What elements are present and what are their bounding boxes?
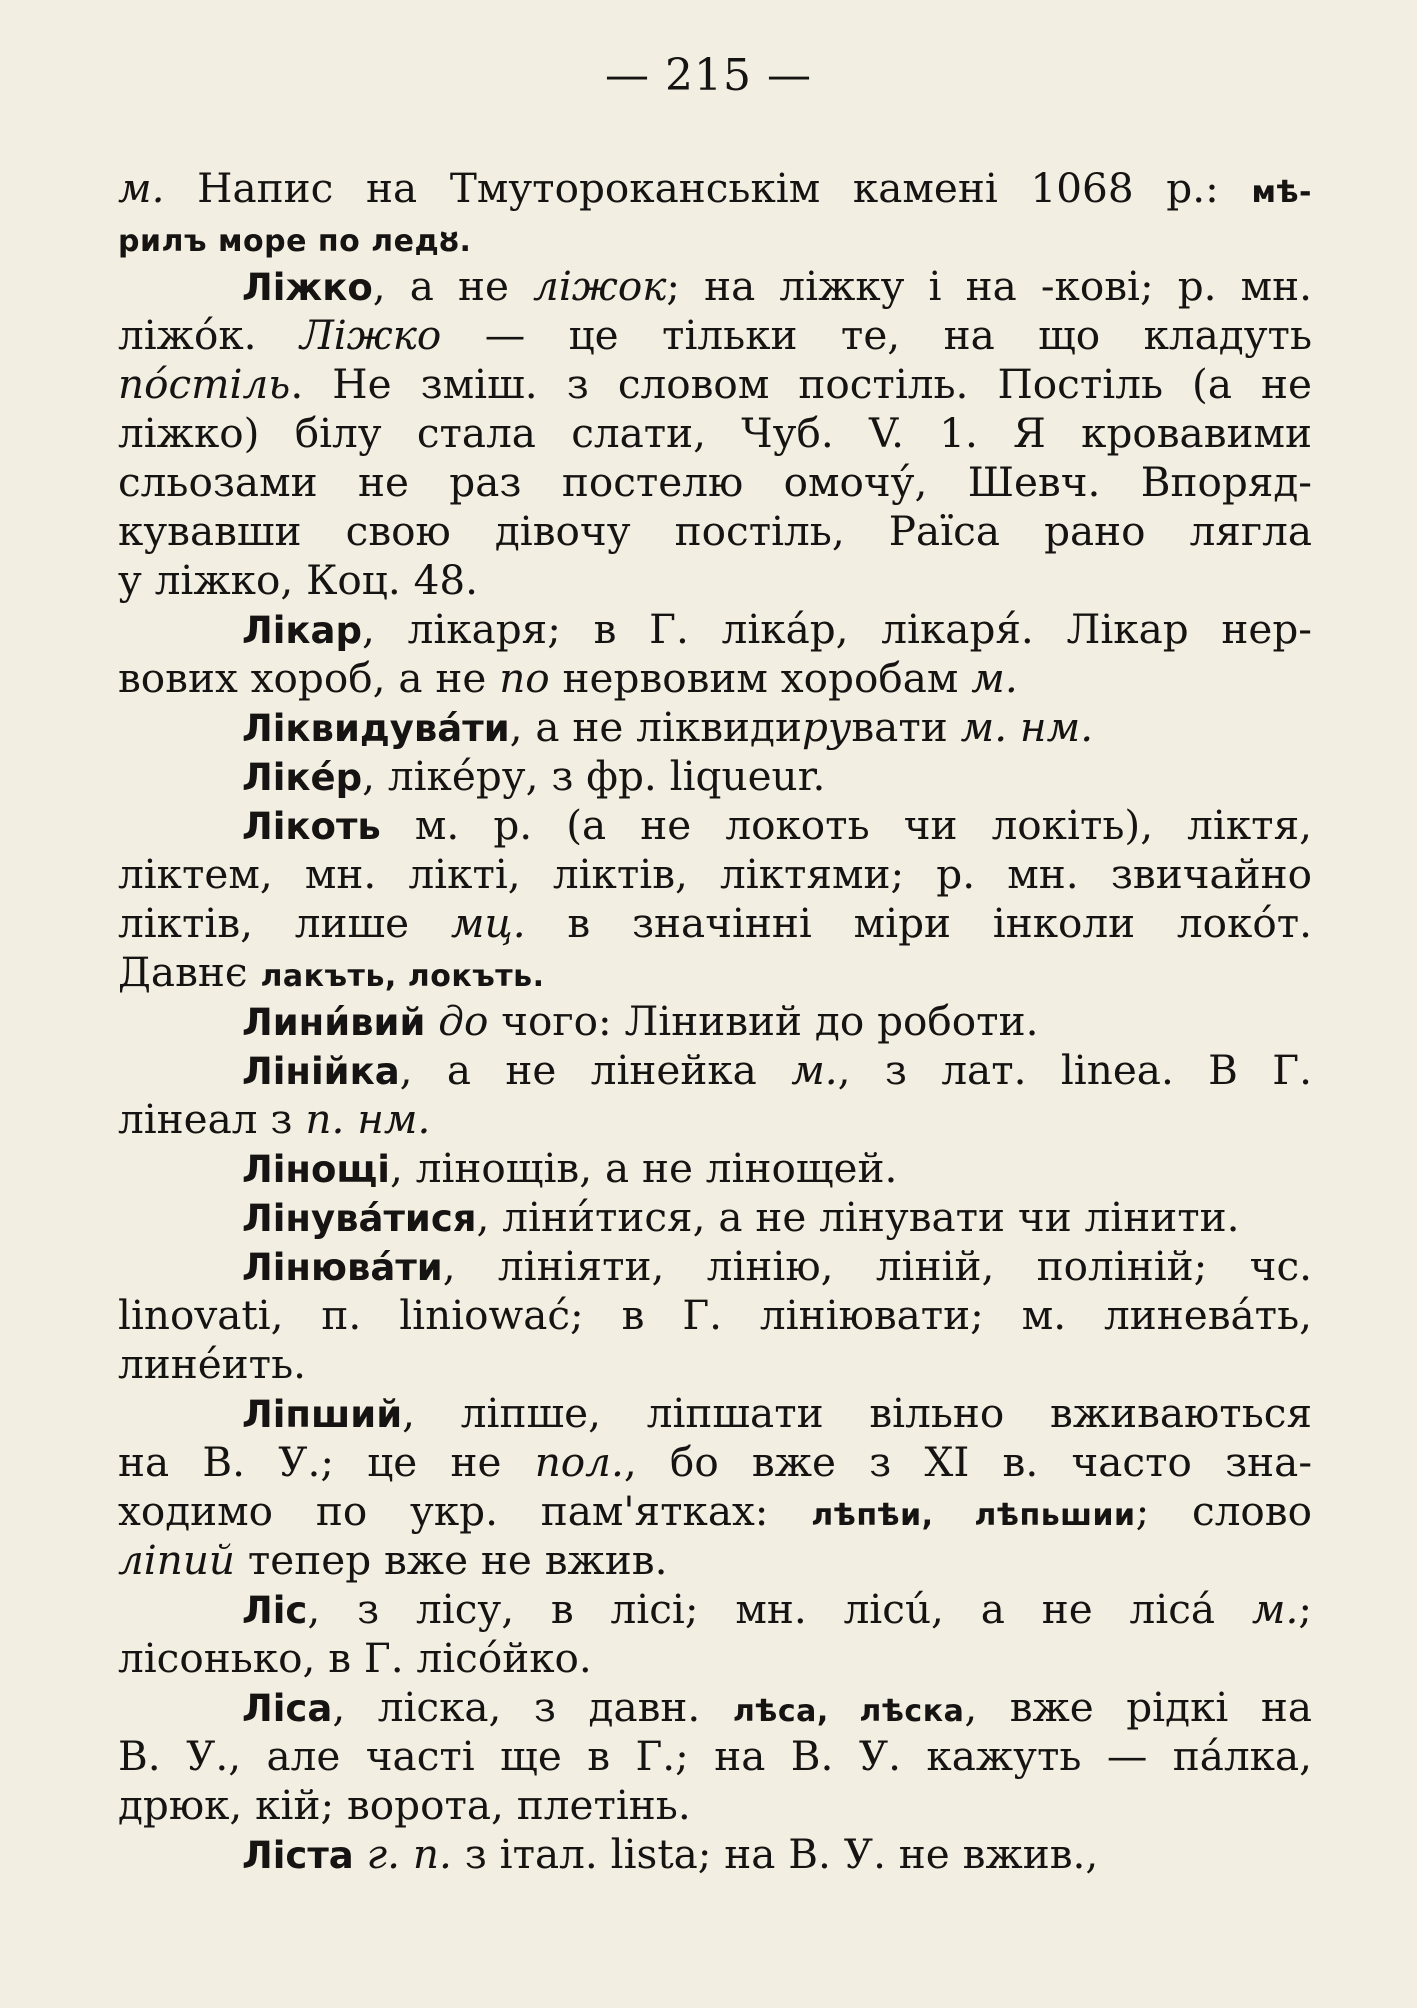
text-segment: , а не лінейка (399, 1046, 792, 1094)
text-segment: в значінні міри інколи локо́т. (525, 899, 1312, 947)
entry-likar (118, 605, 1312, 703)
text-segment: лінеал з (118, 1095, 306, 1143)
text-segment: , вже рідкі на (964, 1683, 1312, 1731)
italic-text: по́стіль (118, 360, 291, 408)
page-number: — 215 — (605, 50, 812, 101)
headword: Лікоть (242, 805, 381, 848)
text-segment: чого: Лінивий до роботи. (488, 997, 1039, 1045)
text-line (118, 1830, 1312, 1879)
entry-linoshchi (118, 1144, 1312, 1193)
entry-liniuvaty (118, 1242, 1312, 1389)
text-segment: нервовим хоробам (549, 654, 972, 702)
text-segment: . Не зміш. з словом постіль. Постіль (а не (290, 360, 1312, 408)
text-line (118, 997, 1312, 1046)
old-script-text: лакъть, локъть. (260, 959, 545, 994)
text-segment: — це тільки те, на що кладуть (441, 311, 1312, 359)
text-line (118, 556, 1312, 605)
text-line (118, 1781, 1312, 1830)
text-segment: , лініяти, лінію, ліній, поліній; чс. (442, 1242, 1312, 1290)
text-line (118, 801, 1312, 850)
text-segment (425, 997, 438, 1045)
text-line (118, 1389, 1312, 1438)
text-segment: , з лат. linea. В Г. (837, 1046, 1312, 1094)
italic-text: до (438, 997, 489, 1045)
text-segment: вових хороб, а не (118, 654, 500, 702)
entry-likviduvaty (118, 703, 1312, 752)
headword: Ліквидува́ти (242, 707, 510, 750)
text-line (118, 1242, 1312, 1291)
text-line (118, 899, 1312, 948)
headword: Ліста (242, 1834, 354, 1877)
text-segment: м. р. (а не локоть чи локіть), ліктя, (380, 801, 1312, 849)
abbreviation: м. (791, 1046, 838, 1094)
entry-lis (118, 1585, 1312, 1683)
text-line (118, 1193, 1312, 1242)
text-line (118, 1585, 1312, 1634)
entry-linuvatysia (118, 1193, 1312, 1242)
text-line (118, 752, 1312, 801)
text-line (118, 850, 1312, 899)
text-segment: , бо вже з XI в. часто зна- (623, 1438, 1312, 1486)
text-segment: , а не ліквиди (509, 703, 802, 751)
text-line (118, 703, 1312, 752)
entry-lisa (118, 1683, 1312, 1830)
abbreviation: м. (1251, 1585, 1299, 1633)
dictionary-body (118, 164, 1312, 1879)
text-line (118, 1144, 1312, 1193)
text-segment: лісонько, в Г. лісо́йко. (118, 1634, 592, 1682)
text-line (118, 507, 1312, 556)
entry-liker (118, 752, 1312, 801)
text-segment: дрюк, кій; ворота, плетінь. (118, 1781, 691, 1829)
abbreviation: м. нм. (960, 703, 1094, 751)
text-segment: ; слово (1135, 1487, 1312, 1535)
italic-text: ру (801, 703, 852, 751)
text-line (118, 605, 1312, 654)
text-line (118, 360, 1312, 409)
headword: Лінійка (242, 1050, 400, 1093)
italic-text: по (499, 654, 550, 702)
italic-text: Ліжко (299, 311, 442, 359)
text-segment: на В. У.; це не (118, 1438, 535, 1486)
text-line (118, 1536, 1312, 1585)
old-script-text: лѣпѣи, лѣпьшии (811, 1498, 1136, 1533)
headword: Ліса (242, 1687, 333, 1730)
abbreviation: пол. (534, 1438, 624, 1486)
headword: Лінощі (242, 1148, 390, 1191)
text-segment: ліжо́к. (118, 311, 300, 359)
text-segment: , ліке́ру, з фр. liqueur. (362, 752, 826, 800)
old-script-text: рилъ море по ледȣ. (118, 224, 472, 259)
text-line (118, 311, 1312, 360)
text-line (118, 213, 1312, 262)
text-line (118, 458, 1312, 507)
italic-text: г. п. (366, 1830, 452, 1878)
headword: Ліс (242, 1589, 308, 1632)
text-line (118, 1291, 1312, 1340)
text-segment: ліжко) білу стала слати, Чуб. V. 1. Я кровавими (118, 409, 1312, 457)
text-line (118, 1095, 1312, 1144)
text-segment: , лікаря; в Г. ліка́р, лікаря́. Лікар нер- (361, 605, 1312, 653)
text-segment: ; (1298, 1585, 1312, 1633)
text-segment: ; на ліжку і на -кові; р. мн. (666, 262, 1312, 310)
text-segment: тепер вже не вжив. (235, 1536, 668, 1584)
headword: Ліке́р (242, 756, 363, 799)
text-line (118, 1487, 1312, 1536)
entry-lista (118, 1830, 1312, 1879)
text-segment: ліктів, лише (118, 899, 451, 947)
italic-text: ліпий (118, 1536, 235, 1584)
headword: Лінува́тися (242, 1197, 477, 1240)
text-segment: сльозами не раз постелю омочу́, Шевч. Впоряд- (118, 458, 1312, 506)
text-line (118, 164, 1312, 213)
abbreviation: м. (118, 164, 165, 212)
italic-text: ліжок (533, 262, 667, 310)
text-line (118, 1634, 1312, 1683)
headword: Лікар (242, 609, 362, 652)
text-segment: В. У., але часті ще в Г.; на В. У. кажуть — па́лка, (118, 1732, 1312, 1780)
old-script-text: мѣ- (1251, 175, 1312, 210)
entry-liniika (118, 1046, 1312, 1144)
text-line (118, 262, 1312, 311)
entry-linyvyi (118, 997, 1312, 1046)
text-segment: , ліни́тися, а не лінувати чи лінити. (476, 1193, 1240, 1241)
text-segment: , з лісу, в лісі; мн. лісú, а не ліса́ (307, 1585, 1252, 1633)
text-segment: вати (851, 703, 961, 751)
headword: Ліпший (242, 1393, 403, 1436)
headword: Лини́вий (242, 1001, 426, 1044)
text-segment: лине́ить. (118, 1340, 307, 1388)
text-segment (354, 1830, 367, 1878)
text-segment: кувавши свою дівочу постіль, Раїса рано лягла (118, 507, 1312, 555)
text-segment: , ліпше, ліпшати вільно вживаються (402, 1389, 1312, 1437)
text-line (118, 1683, 1312, 1732)
text-segment: linovati, п. liniować; в Г. лініювати; м. линева́ть, (118, 1291, 1312, 1339)
text-segment: , лінощів, а не лінощей. (389, 1144, 898, 1192)
text-line (118, 1438, 1312, 1487)
text-segment: , ліска, з давн. (332, 1683, 733, 1731)
headword: Ліжко (242, 266, 373, 309)
text-segment: , а не (372, 262, 534, 310)
text-segment: у ліжко, Коц. 48. (118, 556, 479, 604)
entry-likot (118, 801, 1312, 997)
text-segment: Давнє (118, 948, 261, 996)
entry-continuation (118, 164, 1312, 262)
entry-lipshyi (118, 1389, 1312, 1585)
text-segment: з італ. lista; на В. У. не вжив., (451, 1830, 1099, 1878)
text-line (118, 654, 1312, 703)
text-line (118, 1046, 1312, 1095)
text-segment: ліктем, мн. лікті, ліктів, ліктями; р. мн. звичайно (118, 850, 1312, 898)
abbreviation: м. (971, 654, 1018, 702)
text-line (118, 1732, 1312, 1781)
text-line (118, 409, 1312, 458)
headword: Лінюва́ти (242, 1246, 443, 1289)
old-script-text: лѣса, лѣска (732, 1694, 965, 1729)
text-segment: Напис на Тмутороканськім камені 1068 р.: (164, 164, 1252, 212)
text-line (118, 1340, 1312, 1389)
text-segment: ходимо по укр. пам'ятках: (118, 1487, 812, 1535)
entry-lizhko (118, 262, 1312, 605)
abbreviation: мц. (450, 899, 526, 947)
text-line (118, 948, 1312, 997)
abbreviation: п. нм. (305, 1095, 431, 1143)
